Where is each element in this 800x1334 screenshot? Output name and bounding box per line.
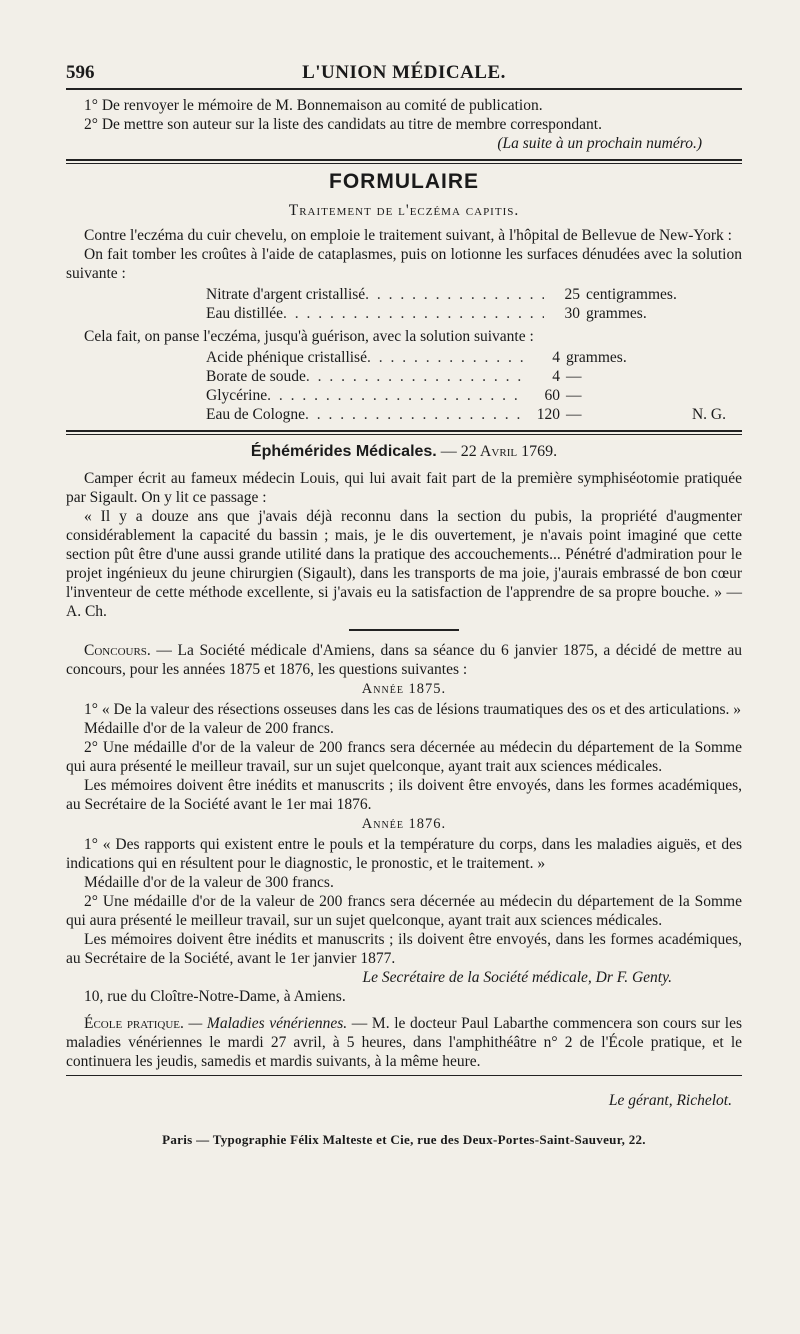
concours-1875-prize-1: Médaille d'or de la valeur de 200 francs.: [84, 720, 334, 737]
concours-1876-question-1: 1° « Des rapports qui existent entre le pouls et la température du corps, dans les maladies aiguës, et des indications qui en résultent pour le diagnostic, le pronostic, et le traitement. »: [66, 836, 742, 872]
recipe-row: Acide phénique cristallisé . . . 4 grammes.: [206, 348, 726, 367]
ecole-label: École pratique.: [84, 1015, 184, 1032]
concours-1875-question-2: 2° Une médaille d'or de la valeur de 200 francs sera décernée au médecin du département de la Somme qui aura présenté le meilleur travail, sur un sujet quelconque, ayant trait aux sciences médicales.: [66, 739, 742, 775]
section-divider: [66, 430, 742, 435]
recipe-row: Borate de soude . . . 4 —: [206, 367, 726, 386]
ephemerides-title: [66, 443, 742, 461]
concours-1875-rules: Les mémoires doivent être inédits et manuscrits ; ils doivent être envoyés, dans les formes académiques, au Secrétaire de la Société avant le 1er mai 1876.: [66, 777, 742, 813]
ephemerides-para-1: Camper écrit au fameux médecin Louis, qui lui avait fait part de la première symphiséotomie pratiquée par Sigault. On y lit ce passage :: [66, 470, 742, 506]
resolution-item-1: 1° De renvoyer le mémoire de M. Bonnemaison au comité de publication.: [84, 97, 543, 114]
resolution-item-2: 2° De mettre son auteur sur la liste des candidats au titre de membre correspondant.: [84, 116, 602, 133]
ephemerides-date: — 22 Avril 1769.: [440, 443, 558, 460]
formulaire-title: FORMULAIRE: [329, 170, 479, 193]
concours-intro: Concours. — La Société médicale d'Amiens, dans sa séance du 6 janvier 1875, a décidé de mettre au concours, pour les années 1875 et 1876, les questions suivantes :: [66, 642, 743, 678]
ephemerides-para-2: « Il y a douze ans que j'avais déjà reconnu dans la section du pubis, la propriété d'augmenter considérablement la capacité du bassin ; mais, je le dis ouvertement, je n'avais point imaginé que cette section pût être d'une aussi grande utilité dans la pratique des accouchements... Pénétré d'admiration pour le projet ingénieux du jeune chirurgien (Sigault), dans les transports de ma joie, j'aurais embrassé de bon cœur l'inventeur de cette méthode excellente, si j'avais eu la satisfaction de l'apprendre de sa propre bouche. » — A. Ch.: [66, 508, 742, 620]
page-number: 596: [66, 62, 95, 83]
header-rule: [66, 88, 742, 90]
footer-rule: [66, 1075, 742, 1076]
recipe-row: Eau de Cologne . . . 120 — N. G.: [206, 405, 726, 424]
formulaire-step2: Cela fait, on panse l'eczéma, jusqu'à guérison, avec la solution suivante :: [84, 328, 534, 345]
secretary-address: 10, rue du Cloître-Notre-Dame, à Amiens.: [84, 988, 346, 1005]
running-title: L'UNION MÉDICALE.: [302, 62, 506, 83]
page-header: [66, 52, 742, 88]
formulaire-step1: On fait tomber les croûtes à l'aide de cataplasmes, puis on lotionne les surfaces dénudées avec la solution suivante :: [66, 246, 742, 282]
ephemerides-heading: Éphémérides Médicales.: [250, 443, 437, 460]
short-divider: [349, 629, 459, 631]
recipe-row: Eau distillée . . . 30 grammes.: [206, 304, 746, 323]
year-1876-heading: Année 1876.: [361, 816, 447, 832]
gerant-signature: Le gérant, Richelot.: [608, 1092, 732, 1109]
secretary-signature: Le Secrétaire de la Société médicale, Dr F. Genty.: [362, 969, 672, 986]
concours-label: Concours.: [84, 642, 151, 659]
continued-note: (La suite à un prochain numéro.): [497, 135, 702, 152]
ecole-pratique-notice: École pratique. — Maladies vénériennes. — M. le docteur Paul Labarthe commencera son cours sur les maladies vénériennes le mardi 27 avril, à 5 heures, dans l'amphithéâtre n° 2 de l'École pratique, et le continuera les jeudis, samedis et mardis suivants, à la même heure.: [66, 1015, 743, 1070]
printer-imprint: Paris — Typographie Félix Malteste et Cie, rue des Deux-Portes-Saint-Sauveur, 22.: [162, 1132, 646, 1147]
concours-1875-question-1: 1° « De la valeur des résections osseuses dans les cas de lésions traumatiques des os et des articulations. »: [84, 701, 742, 718]
concours-1876-prize-1: Médaille d'or de la valeur de 300 francs.: [84, 874, 334, 891]
ecole-topic: — Maladies vénériennes.: [188, 1015, 348, 1032]
formulaire-intro: Contre l'eczéma du cuir chevelu, on emploie le traitement suivant, à l'hôpital de Bellevue de New-York :: [84, 227, 732, 244]
section-divider: [66, 159, 742, 164]
formulaire-subtitle: Traitement de l'eczéma capitis.: [288, 202, 520, 219]
concours-1876-rules: Les mémoires doivent être inédits et manuscrits ; ils doivent être envoyés, dans les formes académiques, au Secrétaire de la Société, avant le 1er janvier 1877.: [66, 931, 742, 967]
recipe-row: Glycérine . . . 60 —: [206, 386, 726, 405]
solution-1: [206, 285, 746, 323]
year-1875-heading: Année 1875.: [361, 681, 447, 697]
solution-2: [206, 348, 726, 424]
recipe-row: Nitrate d'argent cristallisé . . . 25 centigrammes.: [206, 285, 746, 304]
concours-1876-question-2: 2° Une médaille d'or de la valeur de 200 francs sera décernée au médecin du département de la Somme qui aura présenté le meilleur travail, sur un sujet quelconque, ayant trait aux sciences médicales.: [66, 893, 742, 929]
